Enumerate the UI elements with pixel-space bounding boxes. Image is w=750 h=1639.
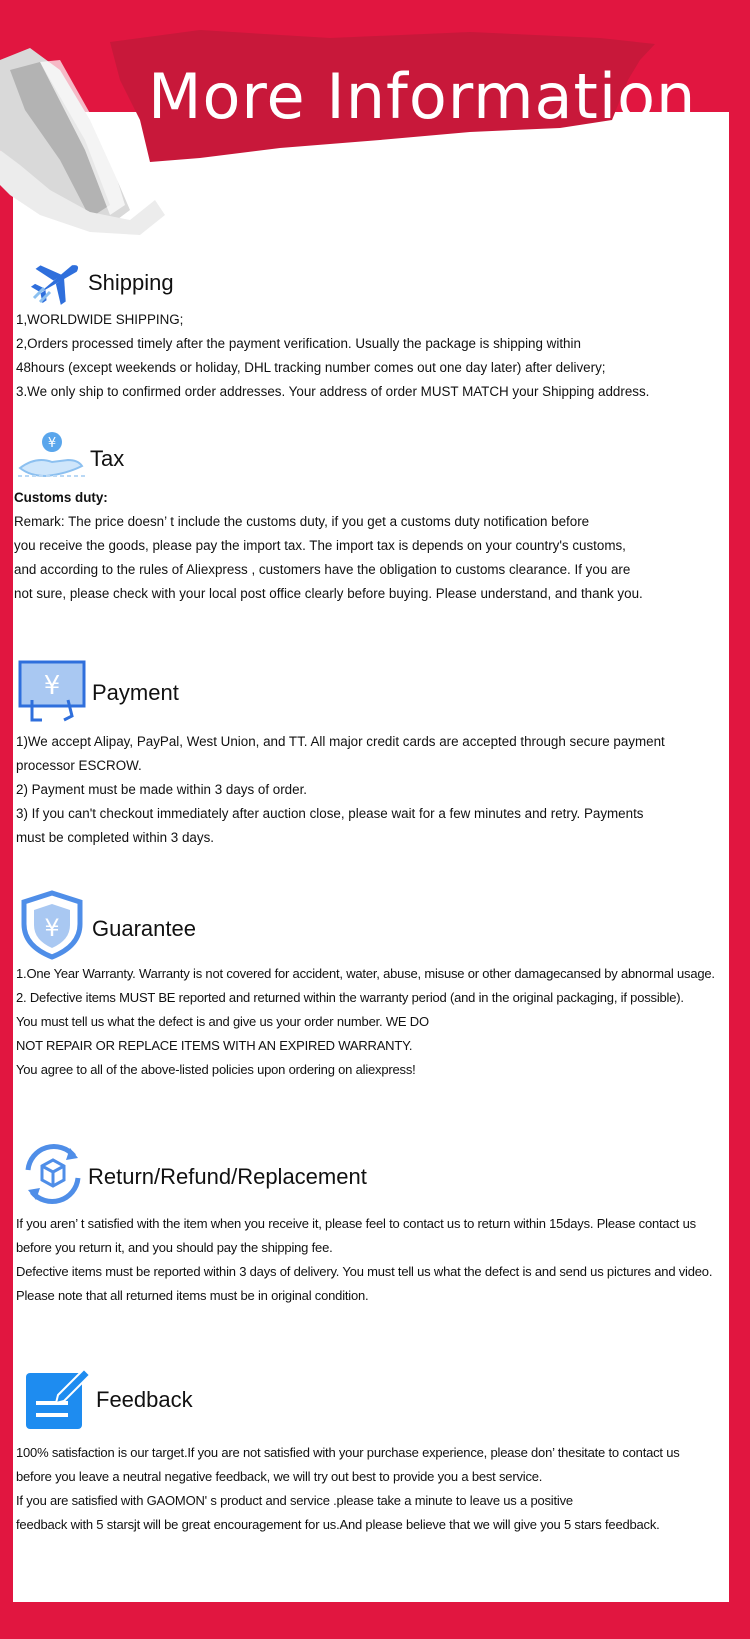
tax-subheading: Customs duty:	[14, 490, 108, 505]
shipping-line: 2,Orders processed timely after the payment verification. Usually the package is shipping within	[16, 336, 581, 351]
return-section	[16, 1140, 726, 1308]
tax-title: Tax	[90, 446, 125, 471]
guarantee-title: Guarantee	[92, 916, 196, 941]
shield-yuan-icon	[20, 890, 84, 960]
shipping-section	[16, 252, 726, 404]
payment-line: 3) If you can't checkout immediately after auction close, please wait for a few minutes and retry. Payments	[16, 806, 644, 821]
return-line: Please note that all returned items must be in original condition.	[16, 1288, 369, 1303]
box-refresh-icon	[20, 1140, 86, 1208]
payment-line: 2) Payment must be made within 3 days of order.	[16, 782, 308, 797]
tax-line: not sure, please check with your local post office clearly before buying. Please understand, and thank you.	[14, 586, 643, 601]
guarantee-line: 1.One Year Warranty. Warranty is not covered for accident, water, abuse, misuse or other damagecansed by abnormal usage.	[16, 966, 715, 981]
tax-line: and according to the rules of Aliexpress , customers have the obligation to customs clearance. If you are	[14, 562, 631, 577]
guarantee-line: You agree to all of the above-listed policies upon ordering on aliexpress!	[16, 1062, 416, 1077]
guarantee-line: NOT REPAIR OR REPLACE ITEMS WITH AN EXPIRED WARRANTY.	[16, 1038, 413, 1053]
page-title: More Information	[148, 60, 697, 133]
feedback-line: 100% satisfaction is our target.If you are not satisfied with your purchase experience, please don’ thesitate to contact us	[16, 1445, 680, 1460]
svg-text:¥: ¥	[44, 914, 60, 942]
shipping-line: 3.We only ship to confirmed order addresses. Your address of order MUST MATCH your Shipping address.	[16, 384, 650, 399]
tax-line: you receive the goods, please pay the import tax. The import tax is depends on your country's customs,	[14, 538, 626, 553]
guarantee-line: 2. Defective items MUST BE reported and returned within the warranty period (and in the original packaging, if possible).	[16, 990, 684, 1005]
return-line: Defective items must be reported within 3 days of delivery. You must tell us what the defect is and send us pictures and video.	[16, 1264, 713, 1279]
pen-paper-icon	[24, 1365, 92, 1431]
guarantee-section	[16, 890, 726, 1082]
shipping-line: 48hours (except weekends or holiday, DHL tracking number comes out one day later) after delivery;	[16, 360, 606, 375]
guarantee-line: You must tell us what the defect is and give us your order number. WE DO	[16, 1014, 429, 1029]
return-line: If you aren’ t satisfied with the item when you receive it, please feel to contact us to return within 15days. Please contact us	[16, 1216, 696, 1231]
feedback-section	[16, 1365, 726, 1537]
shipping-line: 1,WORLDWIDE SHIPPING;	[16, 312, 184, 327]
payment-section	[16, 660, 726, 850]
shipping-title: Shipping	[88, 270, 174, 295]
airplane-icon	[28, 254, 88, 306]
svg-text:¥: ¥	[43, 671, 61, 701]
feedback-line: feedback with 5 starsjt will be great encouragement for us.And please believe that we will give you 5 stars feedback.	[16, 1517, 660, 1532]
payment-line: 1)We accept Alipay, PayPal, West Union, and TT. All major credit cards are accepted through secure payment	[16, 734, 665, 749]
tax-line: Remark: The price doesn’ t include the customs duty, if you get a customs duty notification before	[14, 514, 590, 529]
return-line: before you return it, and you should pay the shipping fee.	[16, 1240, 333, 1255]
feedback-line: If you are satisfied with GAOMON' s product and service .please take a minute to leave us a positive	[16, 1493, 573, 1508]
return-title: Return/Refund/Replacement	[88, 1164, 367, 1189]
svg-text:¥: ¥	[47, 436, 57, 451]
payment-line: must be completed within 3 days.	[16, 830, 214, 845]
tax-section	[14, 430, 724, 606]
payment-line: processor ESCROW.	[16, 758, 142, 773]
feedback-line: before you leave a neutral negative feedback, we will try out best to provide you a best service.	[16, 1469, 543, 1484]
hand-yuan-coin-icon	[16, 430, 88, 480]
feedback-title: Feedback	[96, 1387, 193, 1412]
payment-title: Payment	[92, 680, 179, 705]
payment-screen-icon	[18, 660, 86, 724]
